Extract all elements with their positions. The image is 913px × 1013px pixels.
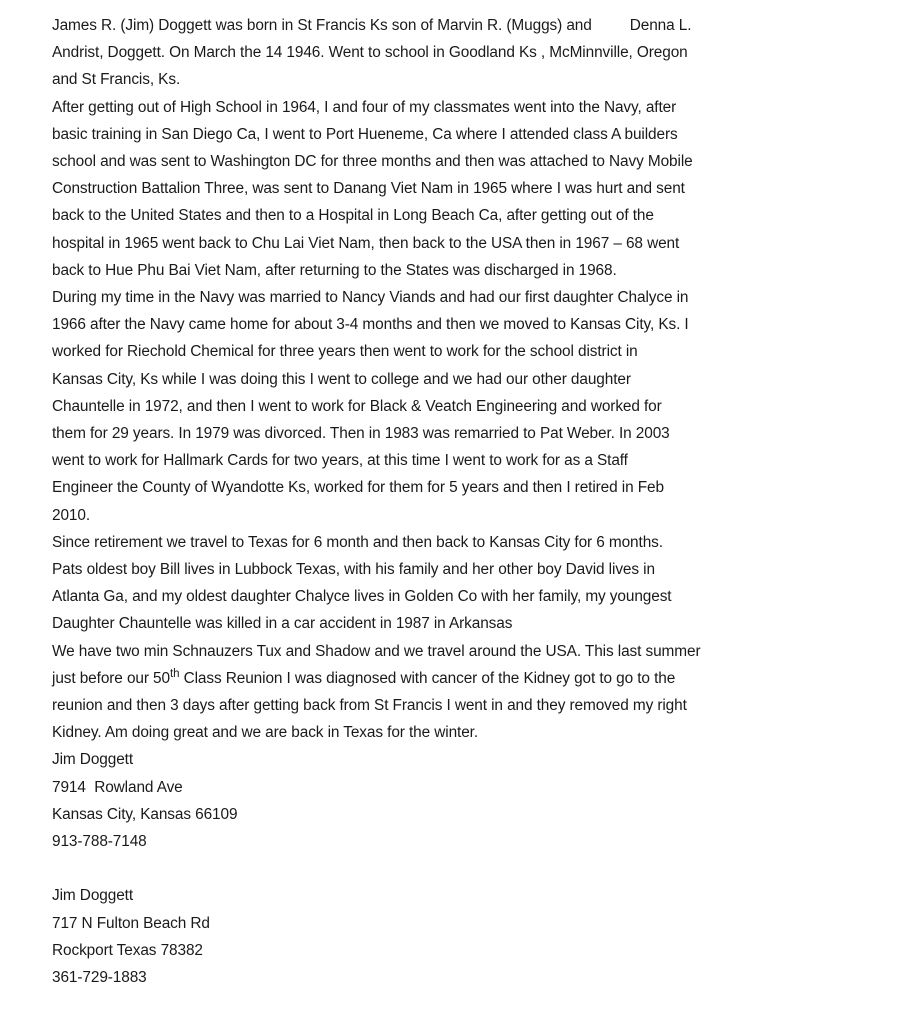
text-line: and St Francis, Ks.: [52, 71, 181, 89]
contact-block-kansas: [52, 746, 902, 855]
text-line: them for 29 years. In 1979 was divorced. Then in 1983 was remarried to Pat Weber. In 2003: [52, 425, 670, 443]
text-line: James R. (Jim) Doggett was born in St Francis Ks son of Marvin R. (Muggs) and Denna L.: [52, 17, 692, 34]
text-line: just before our 50th Class Reunion I was diagnosed with cancer of the Kidney got to go to the: [52, 667, 676, 687]
letter-document: [52, 12, 902, 991]
contact-phone: 913-788-7148: [52, 833, 147, 851]
text-line: Atlanta Ga, and my oldest daughter Chalyce lives in Golden Co with her family, my youngest: [52, 588, 672, 606]
text-line: Andrist, Doggett. On March the 14 1946. Went to school in Goodland Ks , McMinnville, Oregon: [52, 44, 688, 62]
text-line: Kidney. Am doing great and we are back in Texas for the winter.: [52, 724, 479, 742]
paragraph-birth: [52, 12, 902, 94]
paragraph-retirement: [52, 529, 902, 638]
text-line: Chauntelle in 1972, and then I went to work for Black & Veatch Engineering and worked for: [52, 397, 662, 415]
contact-city: Kansas City, Kansas 66109: [52, 805, 238, 823]
text-line: went to work for Hallmark Cards for two years, at this time I went to work for as a Staff: [52, 452, 628, 470]
contact-street: 717 N Fulton Beach Rd: [52, 914, 210, 932]
text-line: Engineer the County of Wyandotte Ks, worked for them for 5 years and then I retired in Feb: [52, 479, 664, 497]
contact-name: Jim Doggett: [52, 751, 134, 769]
text-line: reunion and then 3 days after getting back from St Francis I went in and they removed my right: [52, 697, 687, 715]
text-line: Daughter Chauntelle was killed in a car accident in 1987 in Arkansas: [52, 615, 513, 633]
superscript-ordinal: th: [169, 667, 180, 680]
contact-street: 7914 Rowland Ave: [52, 778, 183, 796]
text-line: We have two min Schnauzers Tux and Shadow and we travel around the USA. This last summer: [52, 642, 701, 660]
paragraph-health: [52, 638, 902, 747]
contact-block-texas: [52, 882, 902, 991]
text-line: Pats oldest boy Bill lives in Lubbock Texas, with his family and her other boy David lives in: [52, 561, 655, 579]
paragraph-navy: [52, 94, 902, 284]
text-line: school and was sent to Washington DC for three months and then was attached to Navy Mobile: [52, 153, 693, 171]
text-line: back to the United States and then to a Hospital in Long Beach Ca, after getting out of the: [52, 207, 654, 225]
text-line: Construction Battalion Three, was sent to Danang Viet Nam in 1965 where I was hurt and sent: [52, 180, 685, 198]
text-line: Kansas City, Ks while I was doing this I went to college and we had our other daughter: [52, 370, 631, 388]
contact-city: Rockport Texas 78382: [52, 941, 203, 959]
contact-name: Jim Doggett: [52, 887, 134, 905]
text-line: 1966 after the Navy came home for about 3-4 months and then we moved to Kansas City, Ks. I: [52, 316, 689, 334]
text-line: Since retirement we travel to Texas for 6 month and then back to Kansas City for 6 months.: [52, 533, 663, 551]
text-line: hospital in 1965 went back to Chu Lai Viet Nam, then back to the USA then in 1967 – 68 went: [52, 234, 680, 252]
text-line: worked for Riechold Chemical for three years then went to work for the school district in: [52, 343, 638, 361]
text-line: basic training in San Diego Ca, I went to Port Hueneme, Ca where I attended class A builders: [52, 125, 678, 143]
text-line: back to Hue Phu Bai Viet Nam, after returning to the States was discharged in 1968.: [52, 261, 617, 279]
paragraph-career: [52, 284, 902, 529]
text-line: After getting out of High School in 1964, I and four of my classmates went into the Navy, after: [52, 98, 677, 116]
contact-phone: 361-729-1883: [52, 969, 147, 987]
text-line: 2010.: [52, 506, 91, 524]
spacer: [52, 855, 902, 882]
text-line: During my time in the Navy was married to Nancy Viands and had our first daughter Chalyce in: [52, 289, 689, 307]
